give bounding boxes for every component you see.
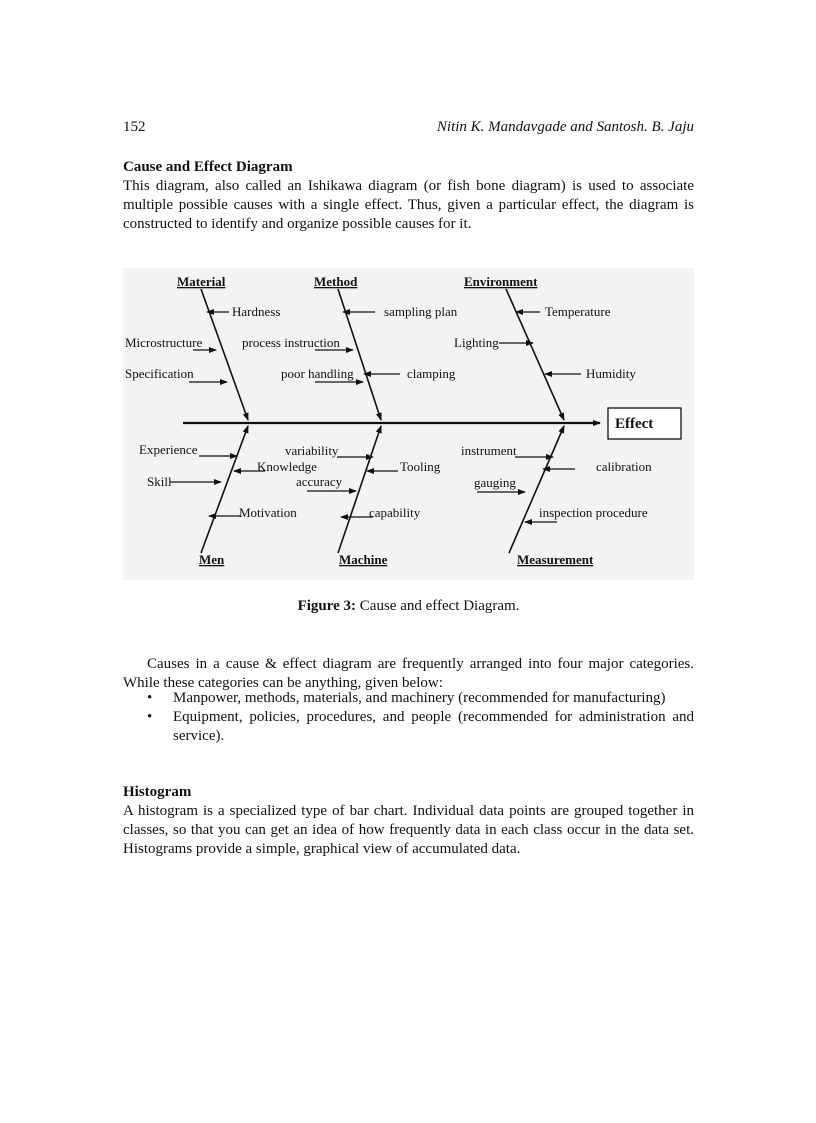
category-environment: Environment bbox=[464, 274, 538, 289]
cause-inspection-procedure: inspection procedure bbox=[539, 505, 648, 520]
page-number: 152 bbox=[123, 119, 146, 135]
cause-motivation: Motivation bbox=[239, 505, 297, 520]
cause-microstructure: Microstructure bbox=[125, 335, 203, 350]
category-measurement: Measurement bbox=[517, 552, 594, 567]
cause-specification: Specification bbox=[125, 366, 194, 381]
cause-clamping: clamping bbox=[407, 366, 456, 381]
paragraph-cause-effect: This diagram, also called an Ishikawa diagram (or fish bone diagram) is used to associate multiple possible causes with a single effect. Thus, given a particular effect, the diagram is constructed to identify and organize possible causes for it. bbox=[123, 178, 694, 232]
cause-humidity: Humidity bbox=[586, 366, 636, 381]
cause-instrument: instrument bbox=[461, 443, 517, 458]
effect-label: Effect bbox=[615, 416, 654, 432]
category-machine: Machine bbox=[339, 552, 388, 567]
category-men: Men bbox=[199, 552, 225, 567]
paragraph-histogram: A histogram is a specialized type of bar chart. Individual data points are grouped together in classes, so that you can get an idea of how frequently data in each class occur in the data set. Histograms provide a simple, graphical view of accumulated data. bbox=[123, 803, 694, 857]
cause-variability: variability bbox=[285, 443, 339, 458]
bullet-icon: • bbox=[147, 690, 153, 706]
bullet-text: Manpower, methods, materials, and machinery (recommended for manufacturing) bbox=[173, 690, 666, 706]
bullet-text: Equipment, policies, procedures, and people (recommended for administration and service). bbox=[173, 709, 694, 744]
category-material: Material bbox=[177, 274, 226, 289]
cause-gauging: gauging bbox=[474, 475, 516, 490]
figure-caption-label: Figure 3: bbox=[297, 598, 357, 614]
category-bullet-list bbox=[123, 689, 694, 746]
cause-experience: Experience bbox=[139, 442, 198, 457]
cause-skill: Skill bbox=[147, 474, 172, 489]
section-title-cause-effect: Cause and Effect Diagram bbox=[123, 159, 293, 175]
bone-method bbox=[338, 289, 381, 420]
fishbone-svg bbox=[123, 268, 694, 580]
cause-tooling: Tooling bbox=[400, 459, 441, 474]
cause-sampling-plan: sampling plan bbox=[384, 304, 458, 319]
section-title-histogram: Histogram bbox=[123, 784, 192, 800]
category-method: Method bbox=[314, 274, 358, 289]
bullet-item bbox=[123, 689, 694, 708]
cause-poor-handling: poor handling bbox=[281, 366, 354, 381]
cause-hardness: Hardness bbox=[232, 304, 281, 319]
cause-temperature: Temperature bbox=[545, 304, 611, 319]
cause-process-instruction: process instruction bbox=[242, 335, 340, 350]
cause-accuracy: accuracy bbox=[296, 474, 343, 489]
fishbone-diagram bbox=[123, 268, 694, 580]
bullet-icon: • bbox=[147, 709, 153, 725]
cause-calibration: calibration bbox=[596, 459, 652, 474]
figure-caption-text: Cause and effect Diagram. bbox=[359, 598, 520, 614]
paragraph-categories: Causes in a cause & effect diagram are frequently arranged into four major categories. While these categories can be anything, given below: bbox=[123, 656, 694, 691]
cause-knowledge: Knowledge bbox=[257, 459, 317, 474]
bone-machine bbox=[338, 426, 381, 553]
running-head: Nitin K. Mandavgade and Santosh. B. Jaju bbox=[436, 119, 694, 135]
cause-capability: capability bbox=[369, 505, 421, 520]
bone-men bbox=[201, 426, 248, 553]
cause-lighting: Lighting bbox=[454, 335, 499, 350]
bullet-item bbox=[123, 708, 694, 746]
figure-caption bbox=[123, 598, 694, 615]
bone-measurement bbox=[509, 426, 564, 553]
